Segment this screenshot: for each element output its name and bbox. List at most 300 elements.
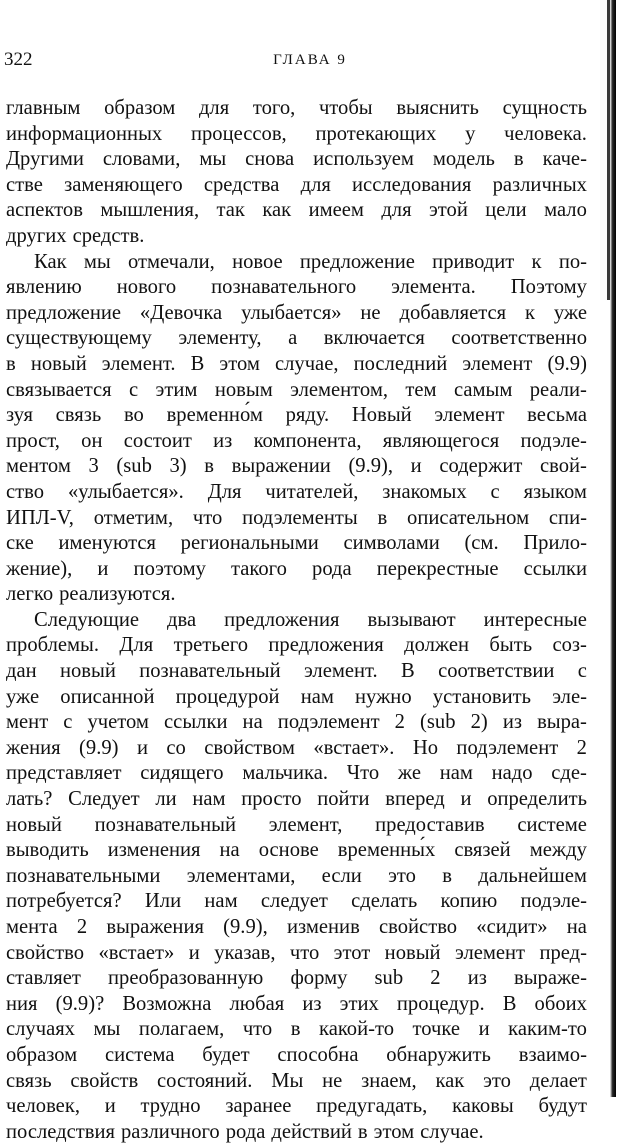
word: соответственно	[451, 327, 587, 350]
word: ске	[6, 532, 34, 555]
word: подэле-	[520, 429, 587, 452]
word: (9.9)?	[55, 992, 105, 1015]
word: какой-то	[319, 1018, 395, 1041]
word: способна	[277, 1043, 359, 1066]
word: в	[357, 1120, 368, 1143]
word: он	[81, 429, 103, 452]
word: познавательными	[6, 864, 161, 887]
word: так	[216, 199, 245, 222]
text-line	[6, 710, 587, 736]
word: указав,	[214, 941, 276, 964]
text-line	[6, 454, 587, 480]
word: в	[6, 352, 16, 375]
word: исследования	[352, 173, 472, 196]
word: случае.	[420, 1120, 484, 1143]
word: представляет	[6, 762, 122, 785]
word: поэтому	[133, 557, 206, 580]
word: Возможна	[122, 992, 212, 1015]
word: надо	[491, 762, 533, 785]
word: зуя	[6, 404, 33, 427]
word: выражения	[106, 916, 204, 938]
word: предоставив	[375, 813, 485, 836]
word: средств.	[72, 224, 145, 247]
word: система	[104, 1043, 175, 1066]
word: (см.	[464, 532, 499, 555]
word: явлению	[6, 276, 82, 299]
word: для	[381, 199, 412, 222]
word: приводит	[432, 250, 515, 273]
text-line	[6, 966, 587, 992]
word: что	[242, 1018, 273, 1041]
word: образом	[6, 1043, 78, 1066]
word: системе	[517, 813, 587, 836]
word: «встает».	[313, 736, 395, 759]
word: элемент,	[268, 813, 343, 836]
word: свойство	[379, 916, 458, 938]
text-line	[6, 582, 587, 608]
word: изменив	[286, 916, 360, 938]
word: перекрестные	[376, 557, 499, 580]
word: 2	[394, 711, 405, 734]
word: познавательный	[139, 660, 281, 683]
text-line	[6, 403, 587, 429]
word: делает	[529, 1069, 587, 1092]
word: сделать	[351, 890, 418, 913]
word: человек,	[6, 1095, 80, 1118]
word: связывается	[6, 378, 112, 401]
word: sub	[374, 967, 404, 990]
word: с	[490, 480, 500, 503]
word: информационных	[6, 122, 163, 145]
text-line	[6, 941, 587, 967]
word: будет	[202, 1043, 250, 1066]
word: ментом	[6, 455, 71, 478]
word: новый	[30, 352, 87, 375]
word: временны́х	[337, 839, 436, 862]
word: на	[566, 916, 587, 938]
word: в	[290, 1018, 301, 1041]
text-line	[6, 761, 587, 787]
word: уже	[553, 301, 587, 324]
word: самым	[453, 378, 513, 401]
word: с	[577, 660, 587, 683]
word: Или	[144, 890, 182, 913]
word: последний	[353, 352, 448, 375]
word: каче-	[542, 148, 587, 171]
text-line	[6, 301, 587, 327]
word: ссылки	[523, 557, 587, 580]
word: учетом	[87, 711, 149, 734]
word: того,	[252, 97, 296, 119]
word: модель	[432, 148, 495, 171]
word: вызывают	[367, 608, 456, 631]
word: каковы	[452, 1095, 514, 1118]
word: сде-	[551, 762, 587, 785]
word: других	[6, 224, 67, 247]
word: (9.9)	[79, 736, 119, 759]
word: свойством	[204, 736, 295, 759]
word: легко	[6, 583, 54, 606]
word: снова	[245, 148, 295, 171]
text-line	[6, 173, 587, 199]
word: 2	[576, 736, 587, 759]
word: новый	[59, 660, 116, 683]
word: связей	[454, 839, 511, 862]
word: трудно	[140, 1095, 201, 1118]
word: этот	[333, 941, 371, 964]
word: с	[129, 378, 139, 401]
word: элемент.	[303, 660, 378, 683]
word: (9.9),	[223, 916, 268, 938]
word: человека.	[504, 122, 587, 145]
word: для	[198, 97, 230, 119]
word: улыбается»	[241, 301, 342, 324]
word: состоит	[123, 429, 192, 452]
word: этих	[339, 992, 379, 1015]
word: мы	[83, 250, 111, 273]
word: точке	[412, 1018, 461, 1041]
word: дальнейшем	[478, 864, 587, 887]
word: Для	[207, 480, 242, 503]
word: Но	[412, 736, 438, 759]
text-line	[6, 659, 587, 685]
word: соз-	[552, 634, 587, 657]
word: новое	[232, 250, 283, 273]
word: жение),	[6, 557, 73, 580]
word: подэлемент	[277, 711, 380, 734]
word: этом	[219, 352, 260, 375]
word: нам	[192, 788, 226, 811]
word: процедур.	[396, 992, 485, 1015]
word: в	[377, 506, 388, 529]
text-line	[6, 1069, 587, 1095]
word: В	[400, 660, 415, 683]
word: новый	[384, 941, 441, 964]
text-line	[6, 787, 587, 813]
word: новый	[6, 813, 62, 836]
word: процедурой	[175, 685, 280, 708]
word: элемент	[462, 352, 533, 375]
word: будут	[538, 1095, 587, 1118]
text-line	[6, 250, 587, 276]
word: этой	[428, 199, 468, 222]
word: эле-	[552, 685, 587, 708]
word: отмечали,	[128, 250, 215, 273]
word: случае,	[274, 352, 339, 375]
word: свойств	[70, 1069, 139, 1092]
word: связь	[6, 1069, 52, 1092]
word: временно́м	[166, 404, 263, 427]
text-line	[6, 813, 587, 839]
word: у	[465, 122, 476, 145]
word: (9.9)	[547, 352, 587, 375]
word: различного	[120, 1120, 220, 1143]
word: между	[529, 839, 587, 862]
word: уже	[6, 685, 40, 708]
word: элемент.	[101, 352, 176, 375]
word: элемент	[434, 404, 505, 427]
text-line	[6, 378, 587, 404]
word: выражении	[231, 455, 331, 478]
word: вперед	[385, 788, 445, 811]
word: и	[478, 1018, 490, 1041]
word: протекающих	[315, 122, 437, 145]
word: нам	[204, 890, 238, 913]
word: Как	[34, 250, 67, 273]
word: из	[213, 429, 233, 452]
running-head: ГЛАВА 9	[273, 52, 347, 68]
text-line	[6, 198, 587, 224]
word: свой-	[539, 455, 587, 478]
word: нужно	[355, 685, 412, 708]
word: весьма	[527, 404, 587, 427]
word: нам	[300, 685, 334, 708]
word: действий	[271, 1120, 352, 1143]
word: для	[300, 173, 331, 196]
text-line	[6, 1120, 587, 1145]
word: Мы	[271, 1069, 304, 1092]
word: любая	[229, 992, 285, 1015]
word: элементом,	[290, 378, 388, 401]
word: тем	[405, 378, 437, 401]
word: это	[483, 1069, 511, 1092]
word: мало	[544, 199, 587, 222]
text-line	[6, 889, 587, 915]
word: же	[397, 762, 421, 785]
text-line	[6, 1043, 587, 1069]
word: из	[502, 711, 522, 734]
word: включается	[323, 327, 425, 350]
word: В	[502, 992, 517, 1015]
word: быть	[489, 634, 533, 657]
word: лать?	[6, 788, 53, 811]
text-line	[6, 147, 587, 173]
word: элементу,	[178, 327, 262, 350]
word: ссылки	[164, 711, 228, 734]
word: рода	[312, 557, 352, 580]
word: выяснить	[396, 97, 479, 119]
word: состояний.	[157, 1069, 253, 1092]
word: ство	[6, 480, 45, 503]
word: с	[63, 711, 73, 734]
word: новым	[214, 378, 273, 401]
word: этом	[373, 1120, 415, 1143]
word: как	[262, 199, 292, 222]
word: предложения	[224, 608, 340, 631]
text-line	[6, 224, 587, 250]
word: «улыбается».	[67, 480, 184, 503]
word: и	[104, 1095, 116, 1118]
word: сидящего	[140, 762, 224, 785]
word: аспектов	[6, 199, 83, 222]
word: предложение	[299, 250, 415, 273]
word: элементами,	[186, 864, 296, 887]
word: должен	[404, 634, 470, 657]
word: и	[410, 455, 422, 478]
word: Новый	[351, 404, 412, 427]
word: соответствии	[438, 660, 555, 683]
word: образом	[104, 97, 176, 119]
word: мальчика.	[242, 762, 329, 785]
word: главным	[6, 97, 81, 119]
text-line	[6, 326, 587, 352]
word: (9.9),	[348, 455, 394, 478]
binding-edge	[610, 0, 616, 1097]
text-line	[6, 1094, 587, 1120]
word: элемент	[454, 941, 526, 964]
word: обоих	[534, 992, 587, 1015]
word: Следует	[68, 788, 140, 811]
word: во	[123, 404, 144, 427]
word: чтобы	[318, 97, 373, 119]
word: ИПЛ-V,	[6, 506, 74, 529]
body-text	[6, 96, 587, 1145]
page-number: 322	[4, 49, 33, 70]
word: средства	[203, 173, 280, 196]
word: познавательного	[211, 276, 357, 299]
word: мент	[6, 711, 49, 734]
word: читателей,	[265, 480, 359, 503]
word: прост,	[6, 429, 60, 452]
word: пред-	[539, 941, 587, 964]
word: рода	[225, 1120, 266, 1143]
word: языком	[523, 480, 587, 503]
word: по-	[558, 250, 587, 273]
word: и	[188, 941, 200, 964]
word: Для	[119, 634, 154, 657]
word: мышления,	[100, 199, 200, 222]
word: реализуются.	[59, 583, 176, 606]
word: полагаем,	[138, 1018, 225, 1041]
word: в	[442, 864, 452, 887]
word: подэлементы	[242, 506, 358, 529]
word: словами,	[102, 148, 181, 171]
text-line	[6, 736, 587, 762]
word: знаем,	[361, 1069, 417, 1092]
word: добавляется	[399, 301, 507, 324]
text-line	[6, 1017, 587, 1043]
word: если	[321, 864, 362, 887]
word: следует	[260, 890, 328, 913]
word: ставляет	[6, 967, 81, 990]
word: не	[322, 1069, 343, 1092]
word: Поэтому	[510, 276, 587, 299]
word: «Девочка	[139, 301, 223, 324]
word: основе	[258, 839, 319, 862]
word: региональными	[180, 532, 319, 555]
word: 3	[88, 455, 99, 478]
word: знакомых	[382, 480, 467, 503]
word: выраже-	[513, 967, 587, 990]
word: (sub	[420, 711, 456, 734]
word: 2)	[470, 711, 488, 734]
word: ли	[155, 788, 177, 811]
word: 2	[76, 916, 88, 938]
word: содержит	[439, 455, 523, 478]
text-line	[6, 352, 587, 378]
text-line	[6, 838, 587, 864]
word: жения	[6, 736, 61, 759]
word: мы	[199, 148, 227, 171]
text-line	[6, 96, 587, 122]
word: свойство	[6, 941, 85, 964]
text-line	[6, 685, 587, 711]
word: мента	[6, 916, 58, 938]
word: изменения	[107, 839, 201, 862]
word: «встает»	[98, 941, 175, 964]
word: описательном	[407, 506, 530, 529]
word: к	[531, 250, 542, 273]
word: ряду.	[285, 404, 330, 427]
word: в	[204, 455, 215, 478]
word: нового	[116, 276, 177, 299]
word: цели	[485, 199, 527, 222]
word: именуются	[58, 532, 156, 555]
word: символами	[343, 532, 440, 555]
word: из	[302, 992, 322, 1015]
word: копию	[440, 890, 498, 913]
word: третьего	[173, 634, 249, 657]
word: имеем	[308, 199, 364, 222]
word: а	[288, 327, 298, 350]
text-line	[6, 429, 587, 455]
word: и	[136, 736, 148, 759]
word: Следующие	[34, 608, 140, 631]
word: и	[97, 557, 109, 580]
word: существующему	[6, 327, 152, 350]
word: ния	[6, 992, 38, 1015]
text-line	[6, 633, 587, 659]
text-line	[6, 506, 587, 532]
word: просто	[241, 788, 302, 811]
word: определить	[487, 788, 587, 811]
word: отметим,	[93, 506, 174, 529]
word: 2	[430, 967, 441, 990]
word: преобразованную	[108, 967, 264, 990]
word: потребуется?	[6, 890, 122, 913]
text-line	[6, 531, 587, 557]
word: подэлемент	[456, 736, 559, 759]
word: сущность	[502, 97, 587, 119]
word: заменяющего	[64, 173, 183, 196]
word: такого	[231, 557, 287, 580]
word: предложения	[268, 634, 384, 657]
word: различных	[492, 173, 587, 196]
word: Что	[346, 762, 380, 785]
word: выра-	[537, 711, 587, 734]
word: предугадать,	[316, 1095, 428, 1118]
word: заранее	[225, 1095, 292, 1118]
word: используем	[313, 148, 414, 171]
word: стве	[6, 173, 43, 196]
word: пойти	[317, 788, 370, 811]
word: последствия	[6, 1120, 115, 1143]
word: связь	[55, 404, 102, 427]
word: проблемы.	[6, 634, 100, 657]
word: и	[460, 788, 472, 811]
word: мы	[93, 1018, 121, 1041]
word: из	[467, 967, 487, 990]
word: это	[388, 864, 416, 887]
word: что	[289, 941, 320, 964]
word: В	[190, 352, 205, 375]
text-line	[6, 480, 587, 506]
text-line	[6, 557, 587, 583]
word: Прило-	[523, 532, 587, 555]
word: как	[435, 1069, 465, 1092]
word: компонента,	[253, 429, 362, 452]
word: обнаружить	[386, 1043, 491, 1066]
